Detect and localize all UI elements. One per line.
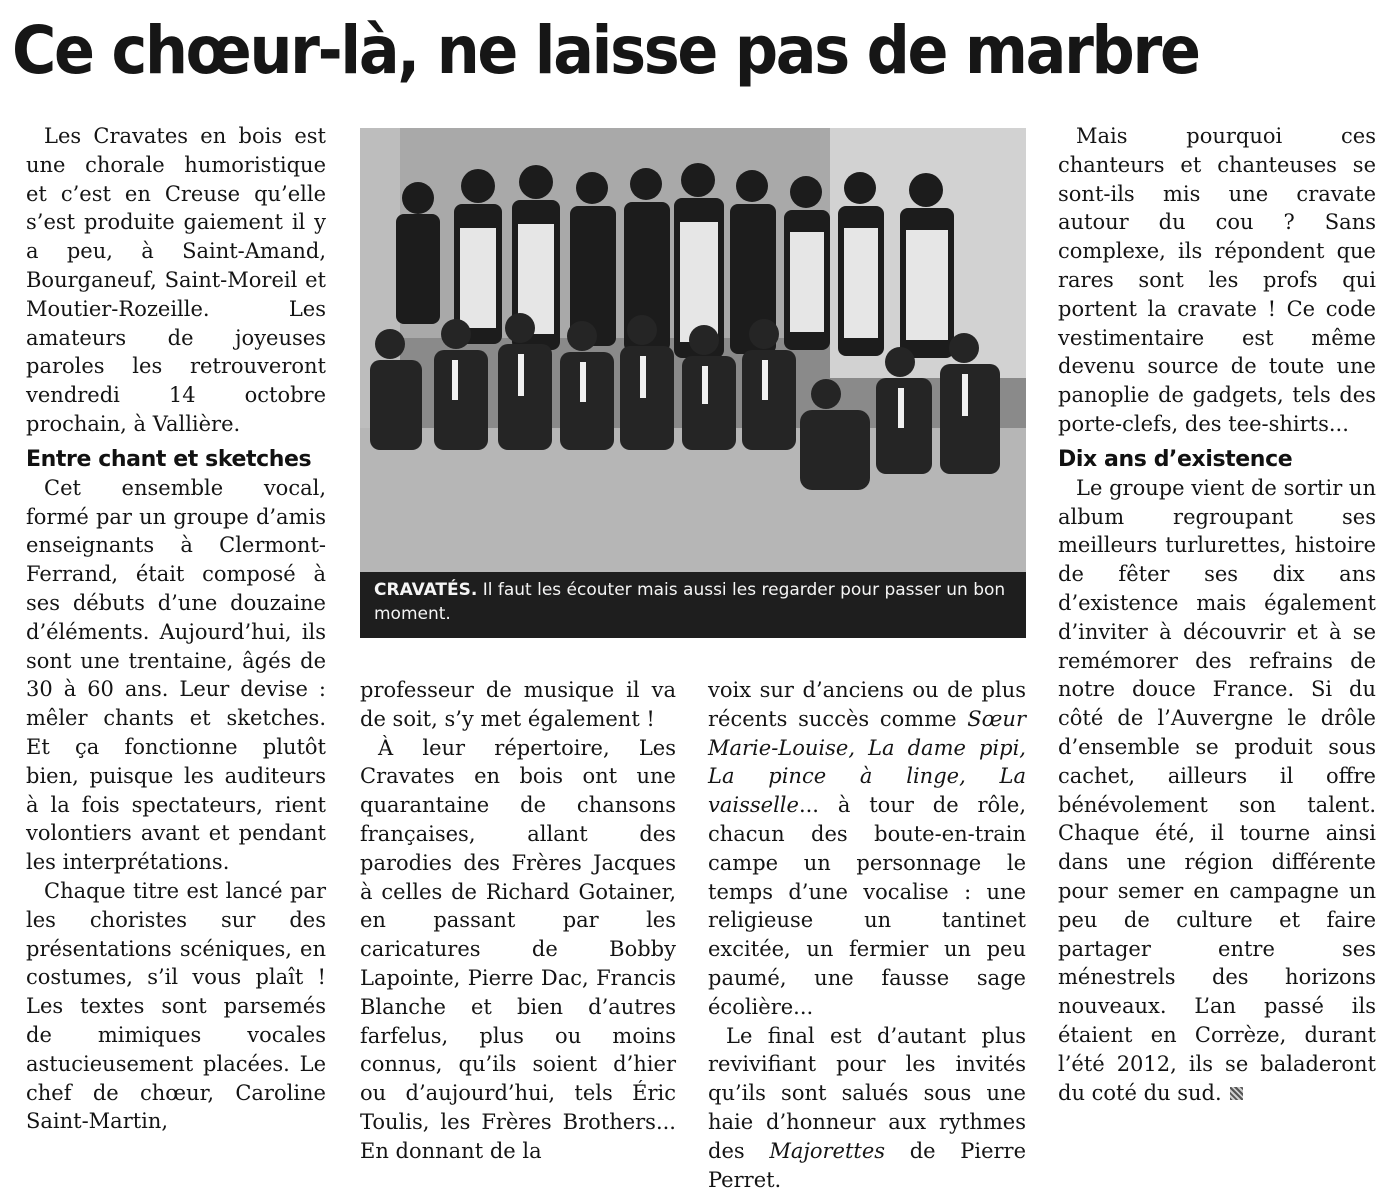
column-1	[26, 122, 326, 1136]
text-run: de Pierre Perret.	[708, 1138, 1027, 1192]
column-2	[360, 676, 676, 1166]
caption-lead: CRAVATÉS.	[374, 580, 478, 600]
choir-photo-illustration	[360, 128, 1026, 572]
paragraph	[708, 676, 1026, 1022]
song-title: Majorettes	[769, 1138, 886, 1163]
subheading-dix-ans: Dix ans d’existence	[1058, 446, 1293, 472]
caption-text: Il faut les écouter mais aussi les regarder pour passer un bon moment.	[374, 580, 1006, 624]
text-run: ... à tour de rôle, chacun des boute-en-train campe un personnage le temps d’une vocalise : une religieuse un tantinet excitée, un fermier un peu paumé, une fausse sage écolière...	[708, 793, 1026, 1019]
paragraph: Chaque titre est lancé par les choristes sur des présentations scéniques, en costumes, s’il vous plaît ! Les textes sont parsemés de mimiques vocales astucieusement placées. Le chef de chœur, Caroline Saint-Martin,	[26, 878, 326, 1134]
paragraph	[1058, 474, 1376, 1108]
photo-caption	[360, 572, 1026, 638]
paragraph: professeur de musique il va de soit, s’y met également !	[360, 678, 676, 731]
subheading-entre-chant: Entre chant et sketches	[26, 446, 312, 472]
text-run: voix sur d’anciens ou de plus récents succès comme	[708, 678, 1026, 731]
paragraph: À leur répertoire, Les Cravates en bois ont une quarantaine de chansons françaises, allant des parodies des Frères Jacques à celles de Richard Gotainer, en passant par les caricatures de Bobby Lapointe, Pierre Dac, Francis Blanche et bien d’autres farfelus, plus ou moins connus, qu’ils soient d’hier ou d’aujourd’hui, tels Éric Toulis, les Frères Brothers... En donnant de la	[360, 735, 676, 1163]
paragraph	[708, 1022, 1026, 1195]
paragraph: Les Cravates en bois est une chorale humoristique et c’est en Creuse qu’elle s’est produite gaiement il y a peu, à Saint-Amand, Bourganeuf, Saint-Moreil et Moutier-Rozeille. Les amateurs de joyeuses paroles les retrouveront vendredi 14 octobre prochain, à Vallière.	[26, 124, 326, 436]
song-titles: Sœur Marie-Louise, La dame pipi, La pince à linge, La vaisselle	[708, 706, 1026, 818]
column-3	[708, 676, 1026, 1194]
photo	[360, 128, 1026, 638]
text-run: Le final est d’autant plus revivifiant pour les invités qu’ils sont salués sous une haie d’honneur aux rythmes des	[708, 1023, 1026, 1163]
end-mark-icon	[1230, 1087, 1243, 1100]
column-4	[1058, 122, 1376, 1107]
paragraph: Mais pourquoi ces chanteurs et chanteuses se sont-ils mis une cravate autour du cou ? Sans complexe, ils répondent que rares sont les profs qui portent la cravate ! Ce code vestimentaire est même devenu source de toute une panoplie de gadgets, tels des porte-clefs, des tee-shirts...	[1058, 124, 1376, 436]
headline: Ce chœur-là, ne laisse pas de marbre	[12, 12, 1199, 89]
paragraph: Cet ensemble vocal, formé par un groupe d’amis enseignants à Clermont-Ferrand, était composé à ses débuts d’une douzaine d’éléments. Aujourd’hui, ils sont une trentaine, âgés de 30 à 60 ans. Leur devise : mêler chants et sketches. Et ça fonctionne plutôt bien, puisque les auditeurs à la fois spectateurs, rient volontiers avant et pendant les interprétations.	[26, 475, 326, 875]
text-run: Le groupe vient de sortir un album regroupant ses meilleurs turlurettes, histoire de fêter ses dix ans d’existence mais également d’inviter à découvrir et à se remémorer des refrains de notre douce France. Si du côté de l’Auvergne le drôle d’ensemble se produit sous cachet, ailleurs il offre bénévolement son talent. Chaque été, il tourne ainsi dans une région différente pour semer en campagne un peu de culture et faire partager entre ses ménestrels des horizons nouveaux. L’an passé ils étaient en Corrèze, durant l’été 2012, ils se baladeront du coté du sud.	[1058, 475, 1376, 1105]
